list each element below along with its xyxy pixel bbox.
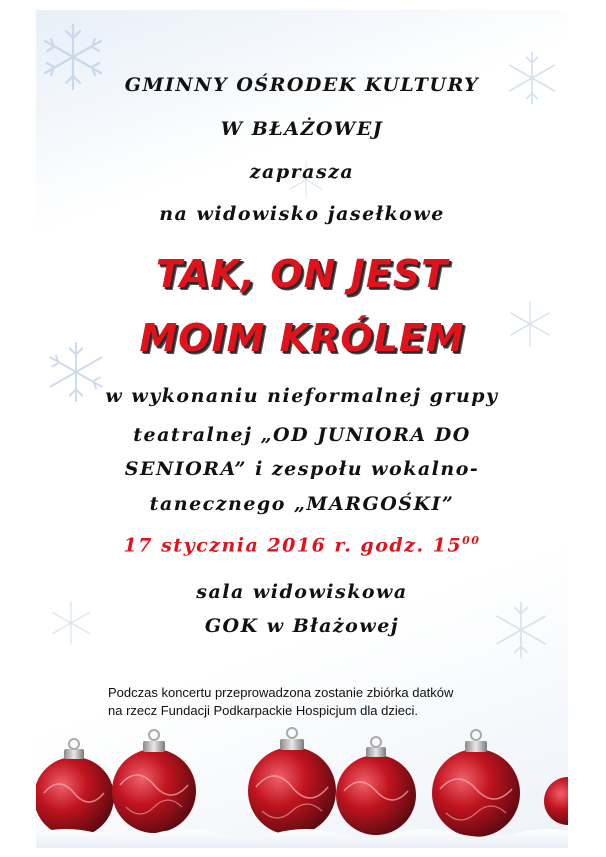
poster [36, 10, 568, 848]
organizer-location: W BŁAŻOWEJ [220, 118, 384, 140]
organizer-name: GMINNY OŚRODEK KULTURY [124, 74, 480, 96]
venue-hall: sala widowiskowa [196, 581, 408, 603]
performers-line1: w wykonaniu nieformalnej grupy [105, 385, 499, 407]
event-date [36, 534, 568, 556]
christmas-ornament-icon [336, 737, 416, 835]
christmas-ornament-icon [36, 739, 114, 837]
ornaments-decoration [36, 715, 568, 848]
christmas-ornament-icon [544, 777, 568, 825]
collection-note-line1: Podczas koncertu przeprowadzona zostanie zbiórka datków [108, 685, 454, 700]
event-date-text: 17 stycznia 2016 r. godz. 15 [123, 534, 463, 557]
event-title-line2: MOIM KRÓLEM [139, 316, 465, 360]
christmas-ornament-icon [432, 730, 520, 837]
performers-line3: SENIORA” i zespołu wokalno- [124, 458, 480, 480]
performers-line2: teatralnej „OD JUNIORA DO [133, 424, 471, 446]
event-title-line1: TAK, ON JEST [155, 252, 449, 296]
collection-note-line2: na rzecz Fundacji Podkarpackie Hospicjum dla dzieci. [108, 703, 418, 718]
event-type: na widowisko jasełkowe [159, 203, 445, 225]
invite-text: zaprasza [249, 161, 355, 183]
christmas-ornament-icon [112, 730, 196, 833]
venue-name: GOK w Błażowej [204, 615, 400, 637]
performers-line4: tanecznego „MARGOŚKI” [149, 493, 455, 515]
christmas-ornament-icon [248, 728, 336, 835]
event-time-minutes: 00 [462, 534, 481, 547]
